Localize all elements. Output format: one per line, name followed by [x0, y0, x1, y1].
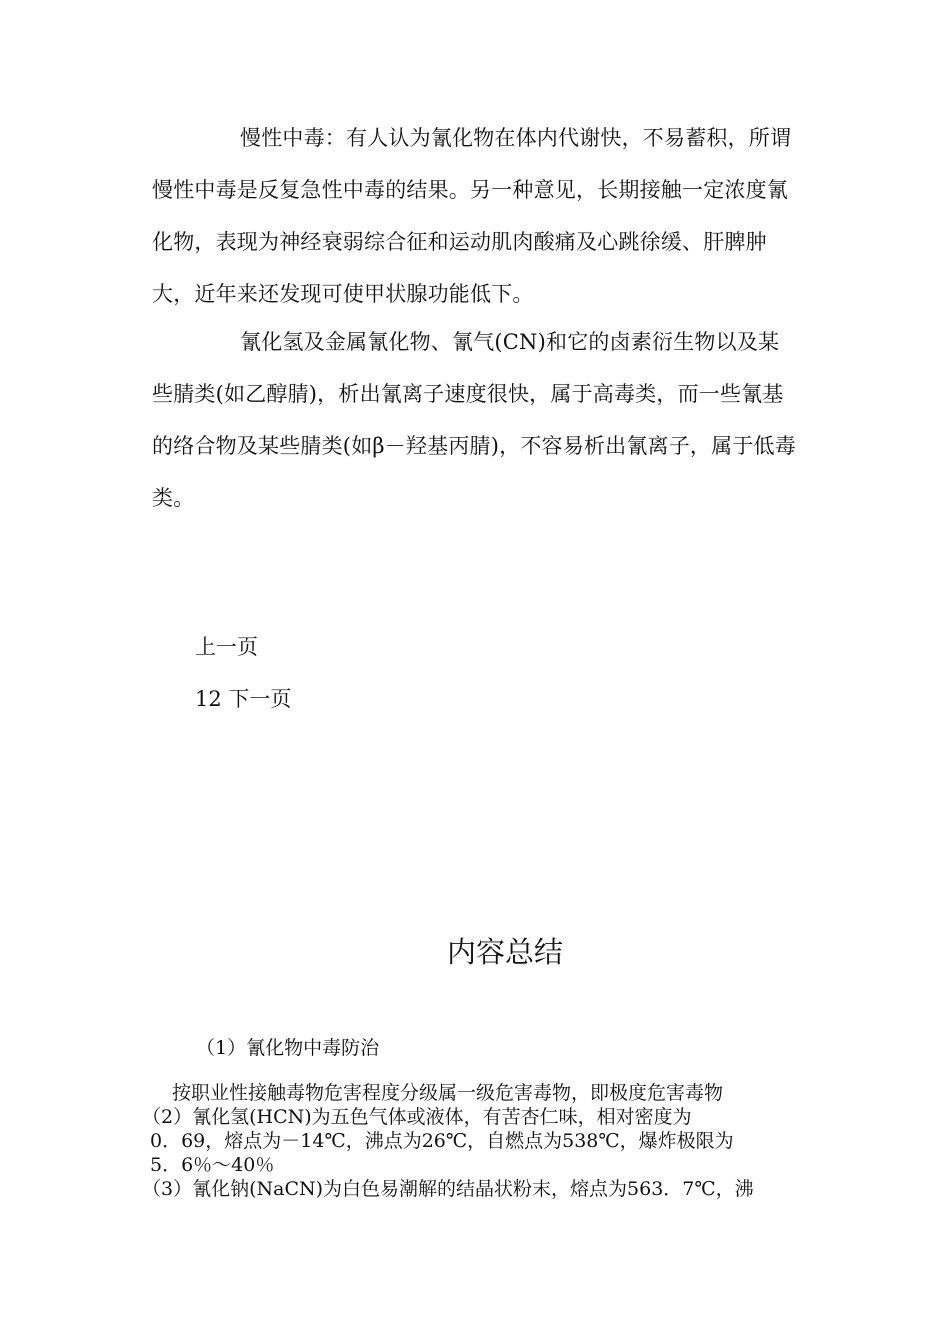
paragraph-text: 氰化氢及金属氰化物、氰气(CN)和它的卤素衍生物以及某些腈类(如乙醇腈)，析出氰离子速度很快，属于高毒类，而一些氰基的络合物及某些腈类(如β－羟基丙腈)，不容易析出氰离子，属于低毒类。 [152, 330, 796, 510]
summary-line: 5．6％～40％ [150, 1154, 275, 1176]
summary-line: 按职业性接触毒物危害程度分级属一级危害毒物，即极度危害毒物 [172, 1082, 724, 1104]
paragraph-toxicity-classes [152, 316, 800, 524]
summary-item-heading: （1）氰化物中毒防治 [196, 1037, 380, 1059]
paragraph-text: 慢性中毒：有人认为氰化物在体内代谢快，不易蓄积，所谓慢性中毒是反复急性中毒的结果。另一种意见，长期接触一定浓度氰化物，表现为神经衰弱综合征和运动肌肉酸痛及心跳徐缓、肝脾肿大，近年来还发现可使甲状腺功能低下。 [152, 126, 792, 306]
prev-page-link[interactable]: 上一页 [195, 635, 258, 659]
summary-line: （2）氰化氢(HCN)为五色气体或液体，有苦杏仁味，相对密度为 [142, 1106, 692, 1128]
paragraph-chronic-poisoning [152, 112, 800, 320]
summary-line: 0．69，熔点为－14℃，沸点为26℃，自燃点为538℃，爆炸极限为 [150, 1130, 734, 1152]
next-page-link[interactable]: 12 下一页 [195, 687, 292, 711]
summary-line: （3）氰化钠(NaCN)为白色易潮解的结晶状粉末，熔点为563．7℃，沸 [142, 1178, 754, 1200]
summary-title: 内容总结 [446, 935, 563, 969]
summary-body [142, 1081, 810, 1201]
